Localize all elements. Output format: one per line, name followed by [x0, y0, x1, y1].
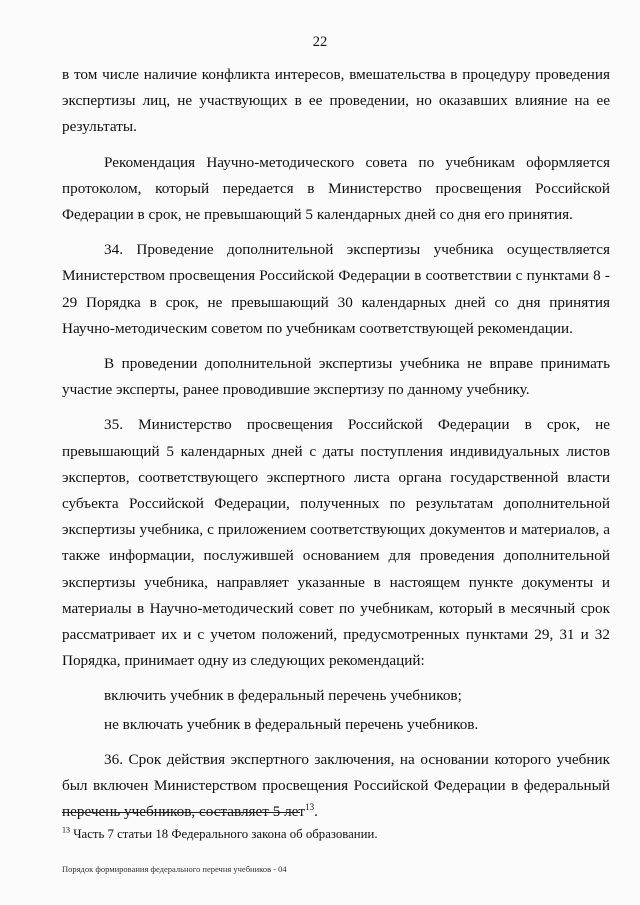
list-item: не включать учебник в федеральный перечень учебников.: [104, 715, 479, 733]
footnote: [62, 826, 610, 842]
footnote-text: Часть 7 статьи 18 Федерального закона об образовании.: [70, 827, 378, 841]
footnote-separator: [62, 812, 300, 813]
paragraph: В проведении дополнительной экспертизы учебника не вправе принимать участие эксперты, ранее проводившие экспертизу по данному учебнику.: [62, 355, 610, 399]
footnote-mark: 13: [62, 825, 70, 835]
page-number: 22: [312, 34, 328, 50]
document-body: [62, 62, 610, 825]
list-item: включить учебник в федеральный перечень учебников;: [104, 687, 462, 705]
paragraph: Рекомендация Научно-методического совета по учебникам оформляется протоколом, который передается в Министерство просвещения Российской Федерации в срок, не превышающий 5 календарных дней со дня его принятия.: [62, 153, 610, 224]
paragraph: 34. Проведение дополнительной экспертизы учебника осуществляется Министерством просвещения Российской Федерации в соответствии с пунктами 8 - 29 Порядка в срок, не превышающий 30 календарных дней со дня принятия Научно-методическим советом по учебникам соответствующей рекомендации.: [62, 241, 610, 337]
footnote-reference[interactable]: 13: [305, 802, 315, 813]
page-footer: Порядок формирования федерального перечня учебников - 04: [62, 864, 287, 874]
paragraph: 35. Министерство просвещения Российской Федерации в срок, не превышающий 5 календарных дней с даты поступления индивидуальных листов экспертов, соответствующего экспертного листа органа государственной власти субъекта Российской Федерации, полученных по результатам дополнительной экспертизы учебника, с приложением соответствующих документов и материалов, а также информации, послужившей основанием для проведения дополнительной экспертизы учебника, направляет указанные в настоящем пункте документы и материалы в Научно-методический совет по учебникам, который в месячный срок рассматривает их и с учетом положений, предусмотренных пунктами 29, 31 и 32 Порядка, принимает одну из следующих рекомендаций:: [62, 416, 610, 670]
paragraph: [62, 747, 610, 826]
paragraph-text: 36. Срок действия экспертного заключения, на основании которого учебник был включен Министерством просвещения Российской Федерации в федеральный перечень учебников, составляет 5 лет: [62, 750, 610, 821]
paragraph-end: .: [314, 803, 318, 821]
paragraph: в том числе наличие конфликта интересов, вмешательства в процедуру проведения экспертизы лиц, не участвующих в ее проведении, но оказавших влияние на ее результаты.: [62, 66, 610, 136]
